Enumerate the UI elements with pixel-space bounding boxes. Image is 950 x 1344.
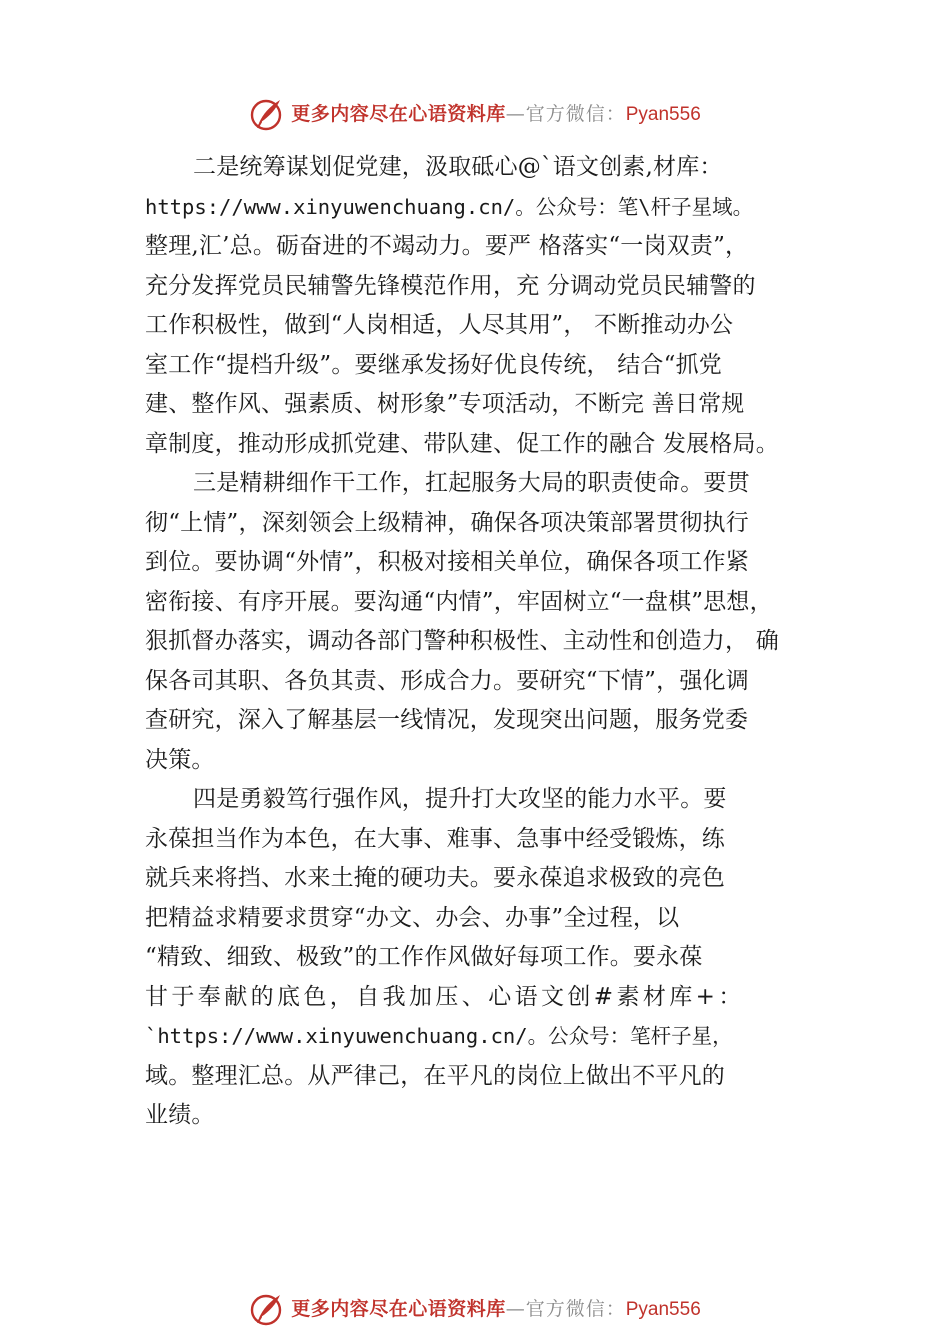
footer-banner (0, 1289, 950, 1329)
paragraph-1 (145, 148, 845, 464)
text-line: “精致、细致、极致”的工作作风做好每项工作。要永葆 (145, 944, 703, 970)
text-line: 建、整作风、强素质、树形象”专项活动，不断完 善日常规 (145, 391, 745, 417)
text-line: `https://www.xinyuwenchuang.cn/。公众号：笔杆子星， (145, 1024, 733, 1048)
banner-wechat-label: —官方微信： (505, 102, 626, 125)
text-line: 业绩。 (145, 1102, 215, 1128)
text-line: 查研究，深入了解基层一线情况，发现突出问题，服务党委 (145, 707, 749, 733)
text-line: 三是精耕细作干工作，扛起服务大局的职责使命。要贯 (193, 470, 750, 496)
banner-brand-text: 更多内容尽在心语资料库 (291, 1297, 506, 1320)
text-line: https://www.xinyuwenchuang.cn/。公众号：笔\杆子星域。 (145, 194, 754, 219)
paragraph-2 (145, 464, 845, 780)
text-line: 决策。 (145, 746, 215, 773)
banner-text (291, 1297, 701, 1322)
banner-wechat-id: Pyan556 (625, 103, 701, 125)
text-line: 工作积极性，做到“人岗相适，人尽其用”， 不断推动办公 (145, 312, 734, 338)
text-line: 章制度，推动形成抓党建、带队建、促工作的融合 发展格局。 (145, 430, 779, 457)
banner-text (291, 102, 701, 127)
text-line: 室工作“提档升级”。要继承发扬好优良传统， 结合“抓党 (145, 351, 722, 378)
document-body (145, 148, 845, 1136)
banner-wechat-id: Pyan556 (625, 1298, 701, 1320)
text-line: 整理,汇’总。砺奋进的不竭动力。要严 格落实“一岗双责”， (145, 233, 749, 259)
text-line: 充分发挥党员民辅警先锋模范作用，充 分调动党员民辅警的 (145, 272, 756, 299)
banner-brand-text: 更多内容尽在心语资料库 (291, 102, 506, 125)
header-banner (0, 94, 950, 134)
text-line: 保各司其职、各负其责、形成合力。要研究“下情”，强化调 (145, 667, 749, 694)
text-line: 彻“上情”，深刻领会上级精神，确保各项决策部署贯彻执行 (145, 509, 749, 536)
text-line: 四是勇毅笃行强作风，提升打大攻坚的能力水平。要 (193, 786, 727, 812)
text-line: 把精益求精要求贯穿“办文、办会、办事”全过程，以 (145, 904, 680, 931)
text-line: 二是统筹谋划促党建，汲取砥心@`语文创素,材库： (193, 154, 723, 180)
text-line: 永葆担当作为本色，在大事、难事、急事中经受锻炼，练 (145, 825, 725, 852)
banner-wechat-label: —官方微信： (505, 1297, 626, 1320)
quill-logo-icon (249, 1291, 285, 1327)
text-line: 到位。要协调“外情”，积极对接相关单位，确保各项工作紧 (145, 549, 749, 575)
text-line: 就兵来将挡、水来土掩的硬功夫。要永葆追求极致的亮色 (145, 865, 725, 891)
text-line: 域。整理汇总。从严律己，在平凡的岗位上做出不平凡的 (145, 1062, 725, 1089)
text-line: 甘于奉献的底色，自我加压、心语文创#素材库+： (145, 983, 745, 1010)
paragraph-3 (145, 780, 845, 1136)
text-line: 狠抓督办落实，调动各部门警种积极性、主动性和创造力， 确 (145, 628, 779, 654)
quill-logo-icon (249, 96, 285, 132)
text-line: 密衔接、有序开展。要沟通“内情”，牢固树立“一盘棋”思想， (145, 588, 773, 615)
